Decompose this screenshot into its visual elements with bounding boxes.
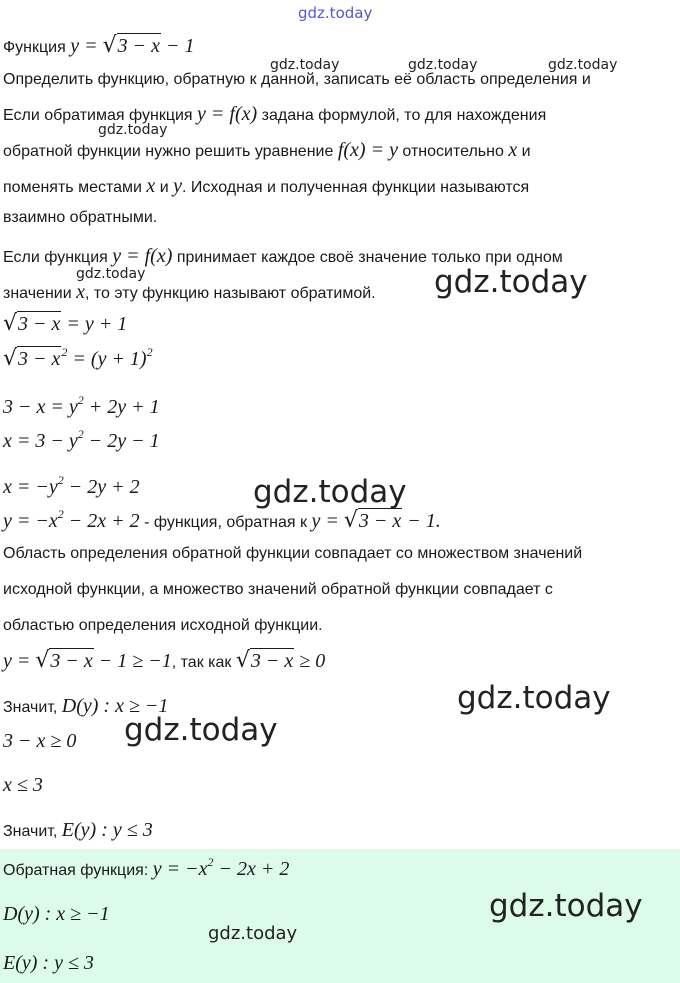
- task-text: Определить функцию, обратную к данной, записать её область определения и: [3, 71, 591, 88]
- watermark-top: gdz.today: [298, 4, 373, 22]
- step-7: y = √3 − x − 1 ≥ −1, так как √3 − x ≥ 0: [3, 648, 326, 673]
- watermark-large: gdz.today: [253, 474, 407, 510]
- domain-text-1: Область определения обратной функции совпадает со множеством значений: [3, 545, 583, 562]
- answer-range: E(y) : y ≤ 3: [3, 952, 94, 974]
- watermark: gdz.today: [76, 266, 146, 282]
- watermark: gdz.today: [408, 57, 478, 73]
- theory-line-3: поменять местами x и y. Исходная и полученная функции называются: [3, 175, 530, 197]
- domain-text-2: исходной функции, а множество значений обратной функции совпадает с: [3, 581, 553, 598]
- header-label: Функция: [3, 39, 66, 56]
- step-5: $x = -y^2 - 2y + 2$: [3, 473, 140, 498]
- function-header: [3, 35, 195, 57]
- step-8: Значит, D(y) : x ≥ −1: [3, 695, 169, 717]
- theory-line-5: Если функция y = f(x) принимает каждое своё значение только при одном: [3, 245, 563, 267]
- watermark: gdz.today: [98, 122, 168, 138]
- step-2: $√3 - x^2 = (y + 1)^2$: [3, 345, 153, 371]
- watermark: gdz.today: [548, 57, 618, 73]
- watermark: gdz.today: [208, 923, 298, 944]
- theory-line-4: взаимно обратными.: [3, 209, 158, 226]
- theory-line-1: Если обратимая функция y = f(x) задана формулой, то для нахождения: [3, 103, 547, 125]
- step-9: 3 − x ≥ 0: [3, 730, 77, 752]
- step-6: $y = -x^2 - 2x + 2$ - функция, обратная к y = √3 − x − 1.: [3, 507, 441, 533]
- step-11: Значит, E(y) : y ≤ 3: [3, 819, 153, 841]
- step-3: $3 - x = y^2 + 2y + 1$: [3, 393, 160, 418]
- answer-function: Обратная функция: $y = -x^2 - 2x + 2$: [3, 855, 290, 880]
- header-formula: y = √3 − x − 1: [70, 33, 195, 58]
- step-1: √3 − x = y + 1: [3, 311, 128, 336]
- theory-line-2: обратной функции нужно решить уравнение f(x) = y относительно x и: [3, 139, 531, 161]
- step-10: x ≤ 3: [3, 774, 43, 796]
- answer-domain: D(y) : x ≥ −1: [3, 903, 110, 925]
- domain-text-3: областью определения исходной функции.: [3, 617, 323, 634]
- theory-line-6: значении x, то эту функцию называют обратимой.: [3, 281, 376, 303]
- watermark: gdz.today: [270, 57, 340, 73]
- watermark-large: gdz.today: [434, 264, 588, 300]
- watermark-large: gdz.today: [457, 680, 611, 716]
- step-4: $x = 3 - y^2 - 2y - 1$: [3, 427, 160, 452]
- watermark-large: gdz.today: [489, 888, 643, 924]
- watermark-large: gdz.today: [124, 712, 278, 748]
